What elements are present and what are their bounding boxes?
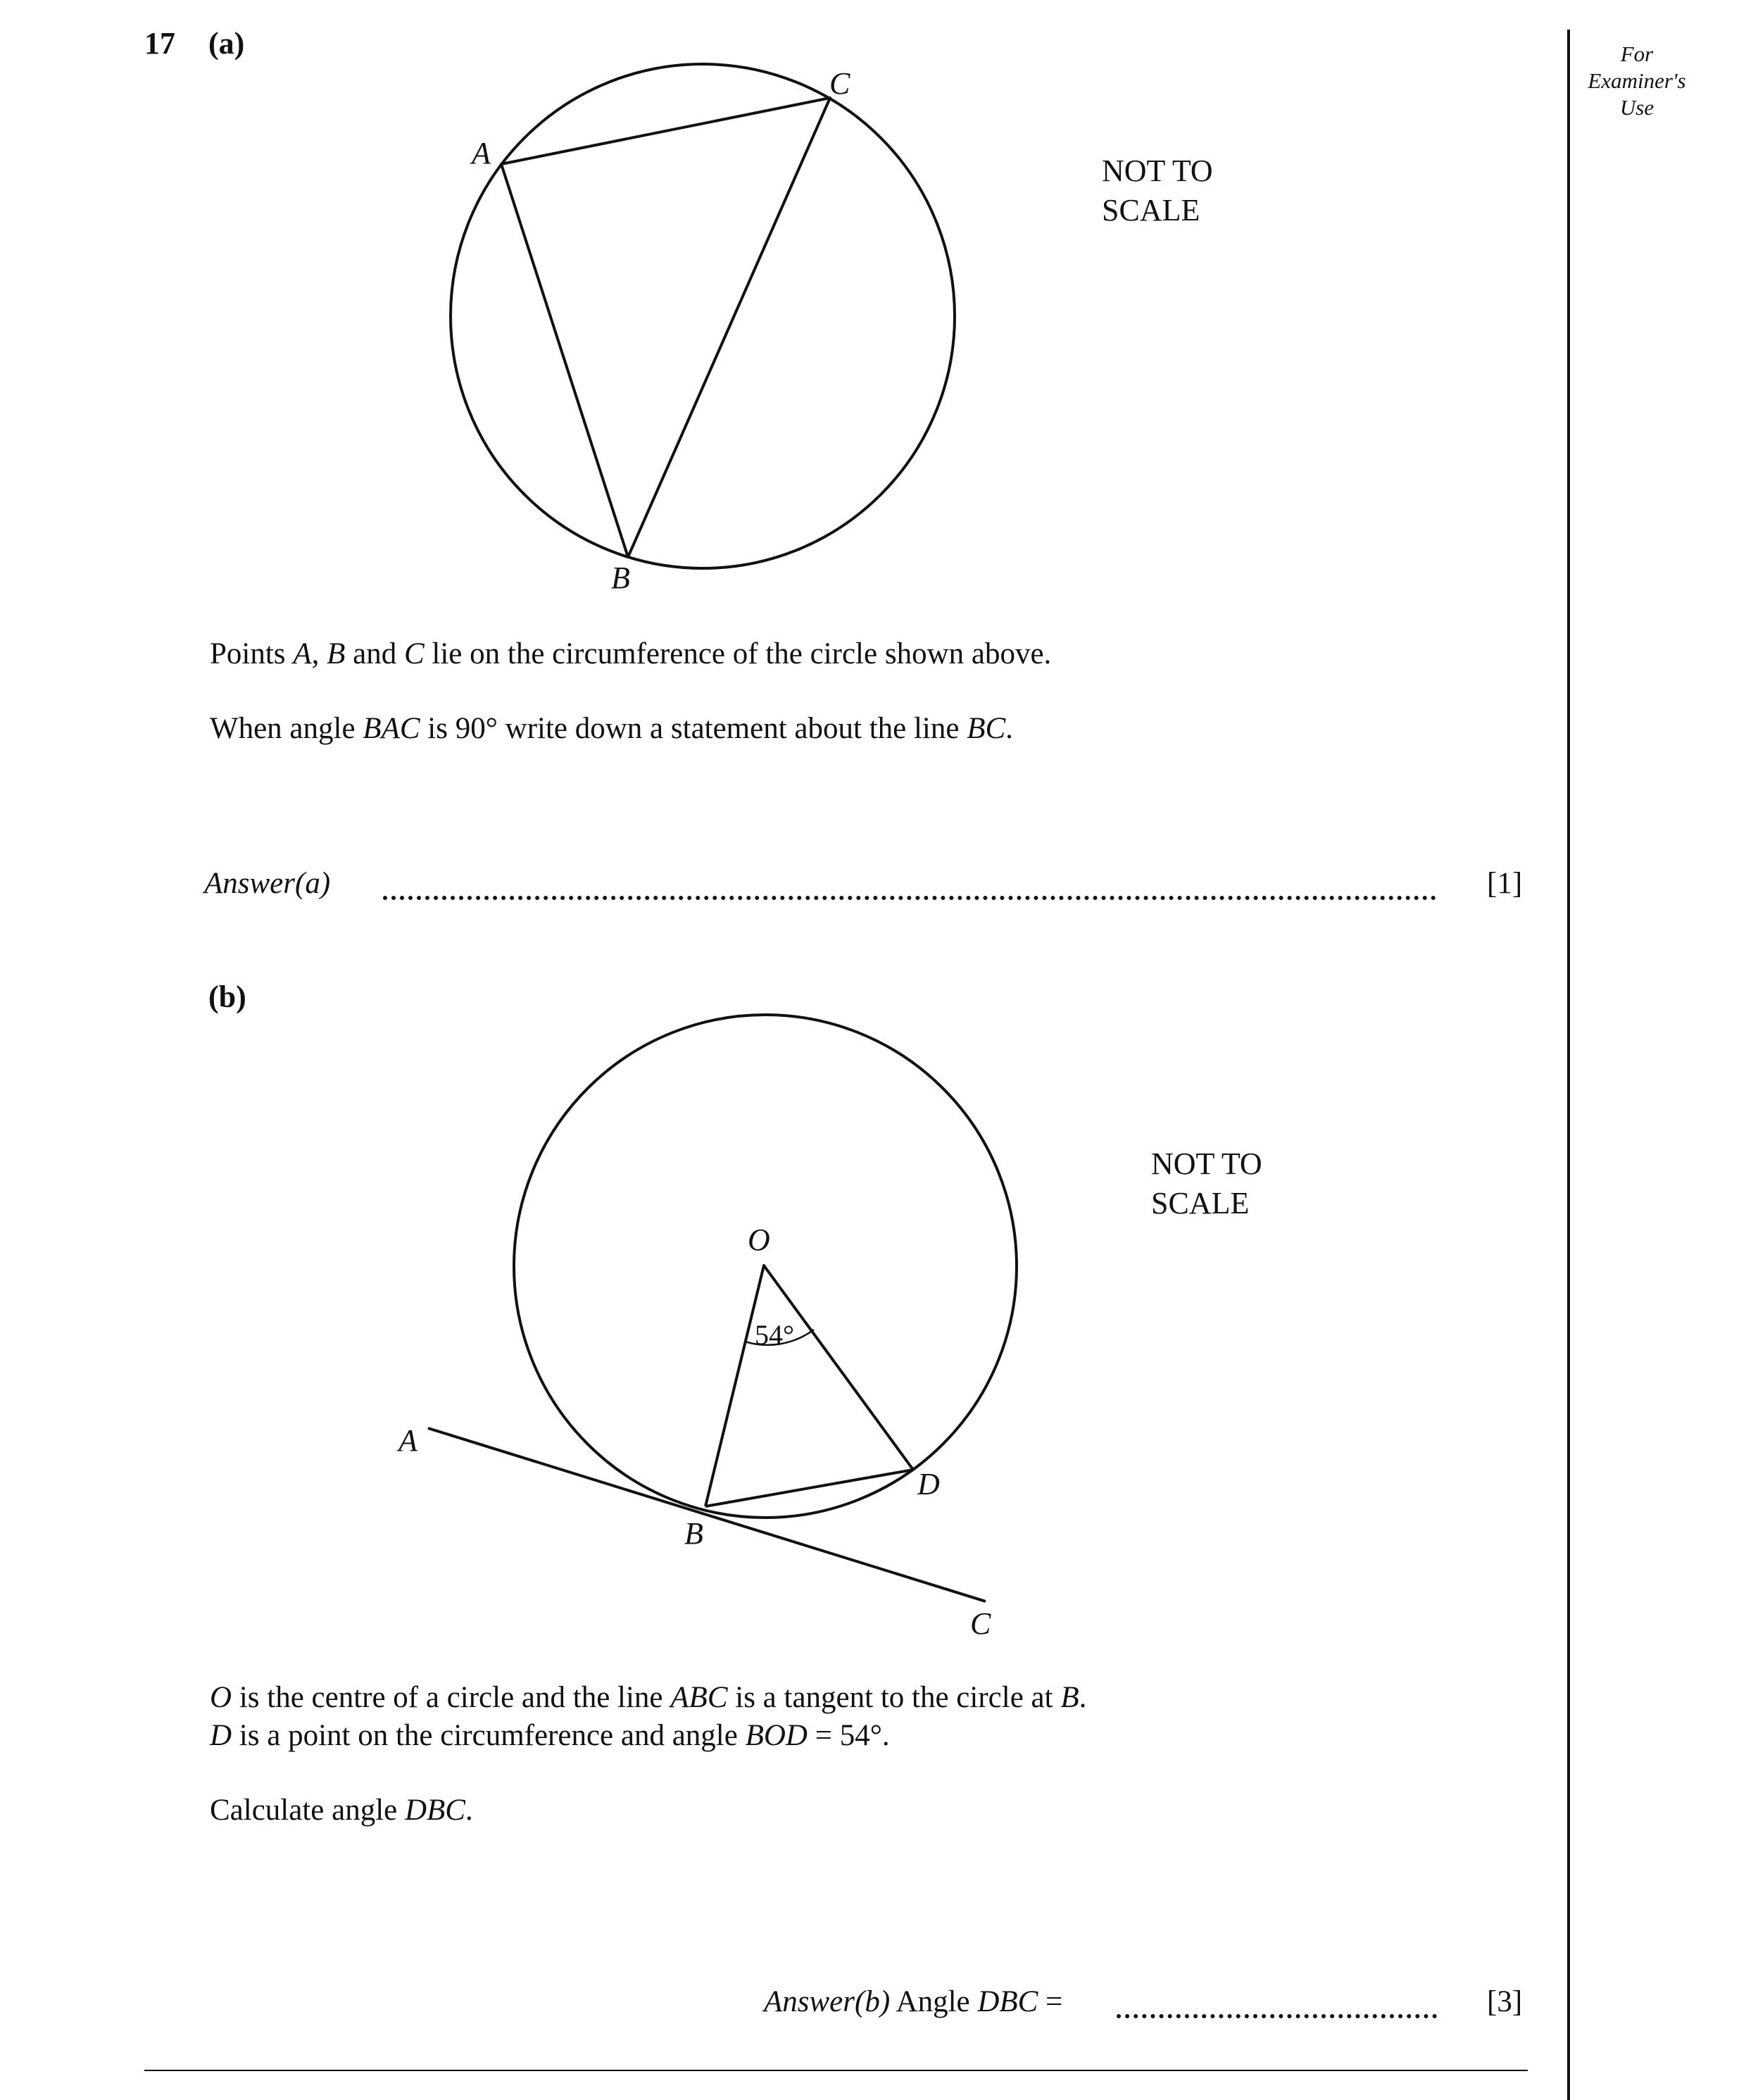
t: . (1005, 712, 1013, 745)
label-b-angle: 54° (755, 1319, 794, 1351)
part-a-statement (210, 635, 1051, 673)
part-a-label: (a) (208, 26, 245, 61)
label-a-point-b: B (611, 561, 630, 595)
triangle-abc (501, 98, 830, 557)
label-a-point-a: A (472, 136, 491, 170)
t: BC (967, 712, 1006, 745)
circle-a (451, 64, 955, 568)
not-to-scale-b-line2: SCALE (1151, 1186, 1250, 1220)
t: BOD (745, 1719, 808, 1752)
label-a-point-c: C (829, 66, 850, 101)
marks-a: [1] (1487, 867, 1523, 900)
t: = (1038, 1985, 1063, 2018)
t: . (1079, 1681, 1087, 1714)
not-to-scale-a-line1: NOT TO (1102, 154, 1213, 188)
t: is a point on the circumference and angle (232, 1719, 746, 1752)
t: ABC (670, 1681, 728, 1714)
examiner-line-3: Use (1619, 95, 1654, 120)
t: = 54°. (807, 1719, 890, 1752)
t: When angle (210, 712, 363, 745)
triangle-obd (705, 1265, 913, 1506)
t: and (345, 637, 404, 670)
t: lie on the circumference of the circle shown above. (424, 637, 1052, 670)
diagram-a (0, 0, 1746, 634)
not-to-scale-b (1151, 1144, 1262, 1223)
t: , (311, 637, 327, 670)
t: Angle (890, 1985, 978, 2018)
not-to-scale-b-line1: NOT TO (1151, 1146, 1262, 1181)
answer-b-field[interactable] (1117, 2014, 1437, 2018)
examiner-line-2: Examiner's (1588, 68, 1686, 93)
label-b-point-c: C (970, 1606, 991, 1641)
t: . (465, 1794, 473, 1827)
t: B (327, 637, 346, 670)
part-a-instruction (210, 710, 1013, 748)
part-b-label: (b) (208, 980, 246, 1014)
t: DBC (404, 1794, 465, 1827)
label-b-point-d: D (917, 1467, 940, 1501)
t: is 90° write down a statement about the line (420, 712, 967, 745)
t: Points (210, 637, 294, 670)
answer-a-field[interactable] (383, 896, 1436, 900)
not-to-scale-a-line2: SCALE (1102, 193, 1200, 227)
answer-b-label: Answer(b) (764, 1985, 891, 2018)
t: BAC (363, 712, 420, 745)
t: is the centre of a circle and the line (232, 1681, 671, 1714)
t: is a tangent to the circle at (727, 1681, 1061, 1714)
t: O (210, 1681, 232, 1714)
examiner-line-1: For (1620, 42, 1654, 66)
bottom-rule (144, 2070, 1528, 2071)
marks-b: [3] (1487, 1985, 1523, 2018)
answer-b-label-group (764, 1985, 1062, 2019)
t: A (293, 637, 312, 670)
label-b-point-a: A (398, 1423, 417, 1458)
t: DBC (977, 1985, 1038, 2018)
answer-a-label: Answer(a) (204, 867, 331, 900)
part-b-statement-1 (210, 1679, 1086, 1717)
t: B (1060, 1681, 1079, 1714)
label-b-point-b: B (684, 1516, 703, 1551)
label-b-point-o: O (748, 1223, 770, 1257)
t: Calculate angle (210, 1794, 405, 1827)
t: D (210, 1719, 232, 1752)
part-b-instruction (210, 1792, 473, 1830)
not-to-scale-a (1102, 151, 1213, 230)
diagram-b (0, 986, 1746, 1648)
t: C (403, 637, 425, 670)
part-b-statement-2 (210, 1717, 890, 1755)
question-number: 17 (144, 26, 175, 61)
